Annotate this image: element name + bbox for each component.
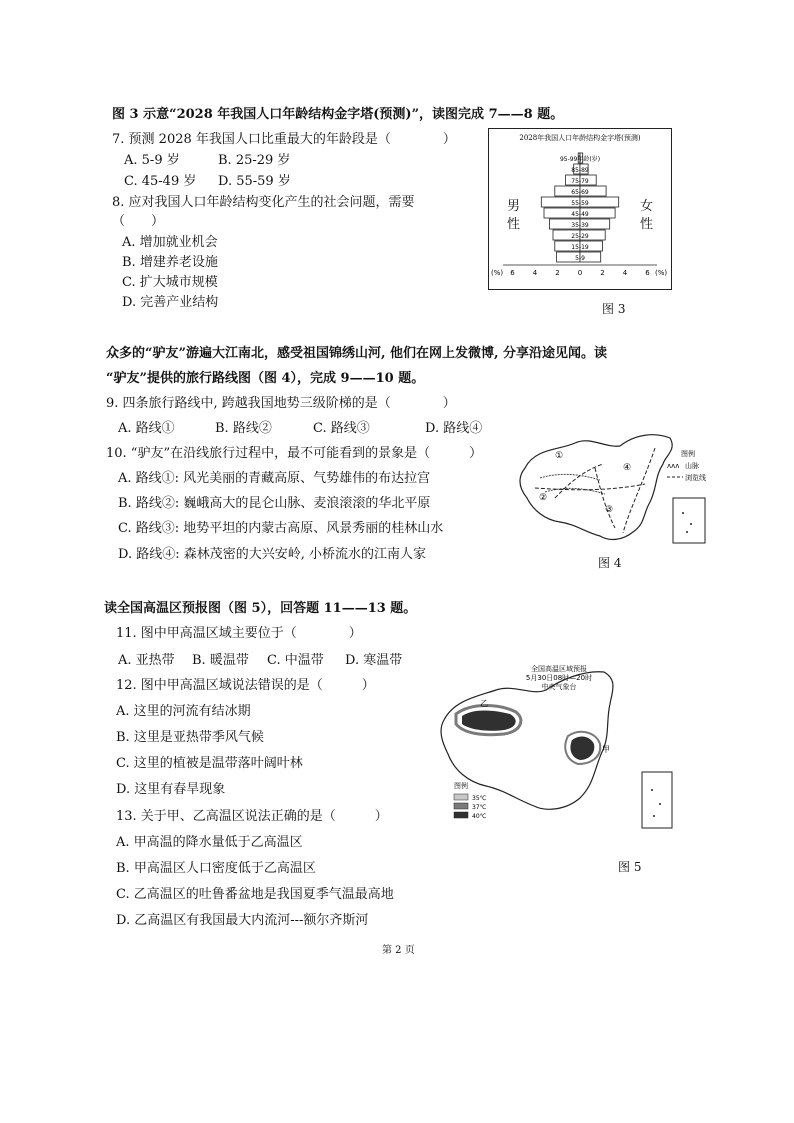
route-3-label: ③ [605,505,614,515]
x-tick-label: 4 [622,269,628,277]
age-label-75-79: 75-79 [571,178,589,185]
q10-option-b: B. 路线②: 巍峨高大的昆仑山脉、麦浪滚滚的华北平原 [118,496,431,511]
q11-option-b: B. 暖温带 [192,653,249,668]
legend-title: 图例 [681,450,695,458]
unit-left: (%) [491,269,504,277]
inset-island-2 [659,803,661,805]
intro-figure4-line1: 众多的“驴友”游遍大江南北，感受祖国锦绣山河, 他们在网上发微博, 分享沿途见闻。读 [106,346,608,361]
q10-option-a: A. 路线①: 风光美丽的青藏高原、气势雄伟的布达拉宫 [118,471,431,486]
q13-stem: 13. 关于甲、乙高温区说法正确的是（ ） [116,809,388,824]
figure4-caption: 图 4 [598,556,622,570]
intro-figure4-line2: “驴友”提供的旅行路线图（图 4），完成 9——10 题。 [106,371,425,386]
q9-option-c: C. 路线③ [313,421,370,436]
q9-stem: 9. 四条旅行路线中, 跨越我国地势三级阶梯的是（ ） [106,396,456,411]
figure5-caption: 图 5 [618,860,642,874]
route-1-label: ① [555,451,564,461]
q13-option-c: C. 乙高温区的吐鲁番盆地是我国夏季气温最高地 [116,887,394,902]
legend-label-37: 37℃ [472,804,487,811]
inset-island-3 [653,815,655,817]
age-label-45-49: 45-49 [571,211,589,218]
legend-route-label: 浏览线 [685,474,706,482]
age-label-5-9: 5-9 [575,255,585,262]
male-label-2: 性 [507,217,521,232]
q9-option-a: A. 路线① [118,421,175,436]
x-tick-label: 2 [600,269,605,277]
q7-option-a: A. 5-9 岁 [124,153,180,168]
x-tick-label: 0 [577,269,583,277]
q9-option-d: D. 路线④ [425,421,483,436]
q8-option-a: A. 增加就业机会 [122,235,218,250]
q12-option-c: C. 这里的植被是温带落叶阔叶林 [116,756,303,771]
south-china-sea-inset [642,772,672,828]
inset-island-3 [686,531,688,533]
q12-option-b: B. 这里是亚热带季风气候 [116,730,264,745]
age-label-65-69: 65-69 [571,189,589,196]
high-temp-zone-jia [570,737,594,760]
q8-answer-paren: （ ） [112,214,165,229]
intro-figure5: 读全国高温区预报图（图 5），回答题 11——13 题。 [104,601,417,616]
figure3-caption: 图 3 [602,302,626,316]
q13-option-d: D. 乙高温区有我国最大内流河---额尔齐斯河 [116,913,369,928]
q8-option-b: B. 增建养老设施 [122,255,218,270]
china-outline [520,435,672,540]
q12-stem: 12. 图中甲高温区域说法错误的是（ ） [116,678,375,693]
route-2-line [535,484,645,490]
label-yi: 乙 [480,699,488,708]
female-label-1: 女 [640,199,654,214]
male-label-1: 男 [507,199,521,214]
legend-swatch-37 [454,803,468,809]
q9-option-b: B. 路线② [215,421,272,436]
x-tick-label: 2 [555,269,560,277]
q7-stem: 7. 预测 2028 年我国人口比重最大的年龄段是（ ） [112,132,456,147]
age-label-85-89: 85-89 [571,167,589,174]
age-label-25-29: 25-29 [571,233,589,240]
map-title-3: 中央气象台 [541,683,577,691]
legend-label-35: 35℃ [472,795,487,802]
age-label-55-59: 55-59 [571,200,589,207]
legend-label-40: 40℃ [472,813,487,820]
q8-option-c: C. 扩大城市规模 [122,275,218,290]
q10-option-c: C. 路线③: 地势平坦的内蒙古高原、风景秀丽的桂林山水 [118,521,444,536]
q12-option-d: D. 这里有春旱现象 [116,782,226,797]
inset-island-2 [690,523,692,525]
legend-mountain-label: 山脉 [685,462,699,470]
q8-stem: 8. 应对我国人口年龄结构变化产生的社会问题，需要 [112,195,415,210]
page-number: 第 2 页 [382,945,415,956]
female-label-2: 性 [640,217,654,232]
x-tick-label: 6 [645,269,650,277]
mountain-range-1 [540,474,600,480]
legend-swatch-35 [454,794,468,800]
q7-option-b: B. 25-29 岁 [218,153,291,168]
q11-stem: 11. 图中甲高温区域主要位于（ ） [116,626,362,641]
route-4-line [623,448,655,533]
inset-island-1 [651,789,653,791]
south-china-sea-inset [673,498,705,543]
q12-option-a: A. 这里的河流有结冰期 [116,704,251,719]
intro-figure3: 图 3 示意“2028 年我国人口年龄结构金字塔(预测)”，读图完成 7——8 题。 [112,107,564,122]
route-2-label: ② [539,493,548,503]
x-tick-label: 4 [532,269,538,277]
travel-route-map [505,428,723,558]
legend-swatch-40 [454,812,468,818]
unit-right: (%) [655,269,668,277]
route-3-line [595,468,615,528]
china-high-temp-map [434,660,680,832]
age-label-95-99年龄(岁): 95-99年龄(岁) [559,156,601,163]
high-temperature-map [434,660,680,832]
q11-option-c: C. 中温带 [267,653,324,668]
q11-option-a: A. 亚热带 [118,653,175,668]
x-tick-label: 6 [510,269,515,277]
label-jia: 甲 [602,745,610,754]
q8-option-d: D. 完善产业结构 [122,295,219,310]
q7-option-d: D. 55-59 岁 [218,174,291,189]
q10-stem: 10. “驴友”在沿线旅行过程中，最不可能看到的景象是（ ） [106,446,483,461]
q13-option-b: B. 甲高温区人口密度低于乙高温区 [116,861,316,876]
q11-option-d: D. 寒温带 [345,653,403,668]
high-temp-zone-yi [462,711,516,731]
legend-title: 图例 [454,782,468,790]
china-map-routes [505,428,723,558]
route-1-line [555,464,603,498]
q10-option-d: D. 路线④: 森林茂密的大兴安岭, 小桥流水的江南人家 [118,547,427,562]
q7-option-c: C. 45-49 岁 [124,174,197,189]
q13-option-a: A. 甲高温的降水量低于乙高温区 [116,835,303,850]
map-title-1: 全国高温区域预报 [531,665,587,673]
map-title-2: 5月30日08时—20时 [525,674,593,682]
chart-title: 2028年我国人口年龄结构金字塔(预测) [519,134,641,142]
legend-mountain-symbol: ʌʌʌ [667,462,680,470]
inset-island-1 [682,512,684,514]
age-label-35-39: 35-39 [571,222,589,229]
age-label-15-19: 15-19 [571,244,589,251]
route-4-label: ④ [623,463,632,473]
